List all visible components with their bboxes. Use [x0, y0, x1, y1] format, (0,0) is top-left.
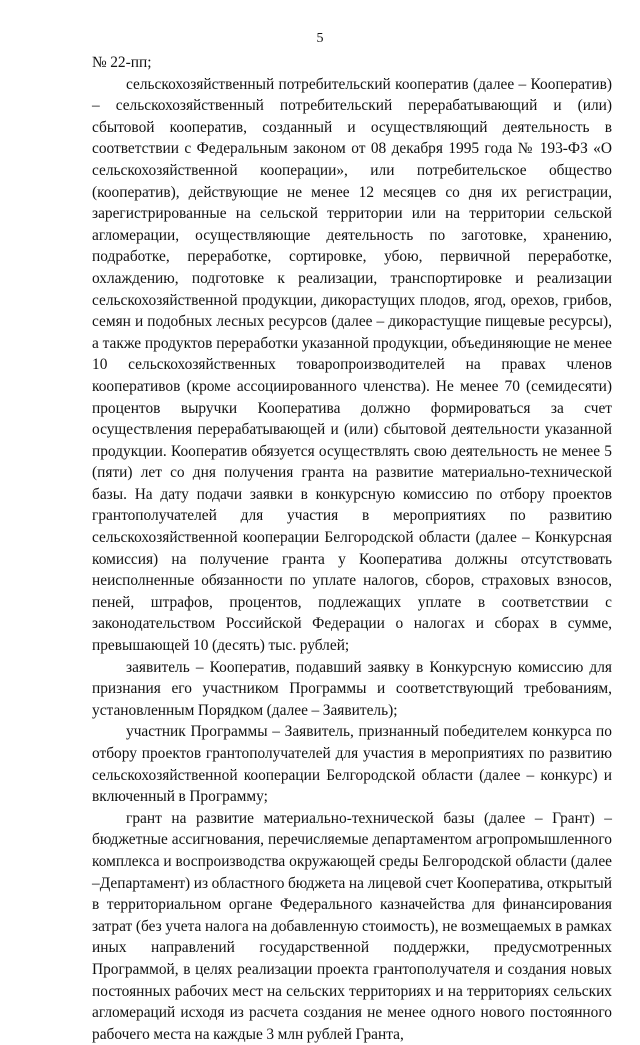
document-body [92, 52, 612, 1045]
page-number: 5 [316, 31, 324, 46]
paragraph-grant-definition: грант на развитие материально-технической базы (далее – Грант) – бюджетные ассигнования, перечисляемые департаментом агропромышленного комплекса и воспроизводства окружающей среды Белгородской области (далее –Департамент) из областного бюджета на лицевой счет Кооператива, открытый в территориальном органе Федерального казначейства для финансирования затрат (без учета налога на добавленную стоимость), не возмещаемых в рамках иных направлений государственной поддержки, предусмотренных Программой, в целях реализации проекта грантополучателя и создания новых постоянных рабочих мест на сельских территориях и на территориях сельских агломераций исходя из расчета создания не менее одного нового постоянного рабочего места на каждые 3 млн рублей Гранта, [92, 809, 612, 1043]
paragraph-participant-definition: участник Программы – Заявитель, признанный победителем конкурса по отбору проектов грантополучателей для участия в мероприятиях по развитию сельскохозяйственной кооперации Белгородской области (далее – конкурс) и включенный в Программу; [92, 723, 612, 806]
paragraph-cooperative-definition: сельскохозяйственный потребительский кооператив (далее – Кооператив) – сельскохозяйственный потребительский перерабатывающий и (или) сбытовой кооператив, созданный и осуществляющий деятельность в соответствии с Федеральным законом от 08 декабря 1995 года № 193-ФЗ «О сельскохозяйственной кооперации», или потребительское общество (кооператив), действующие не менее 12 месяцев со дня их регистрации, зарегистрированные на сельской территории или на территории сельской агломерации, осуществляющие деятельность по заготовке, хранению, подработке, переработке, сортировке, убою, первичной переработке, охлаждению, подготовке к реализации, транспортировке и реализации сельскохозяйственной продукции, дикорастущих плодов, ягод, орехов, грибов, семян и подобных лесных ресурсов (далее – дикорастущие пищевые ресурсы), а также продуктов переработки указанной продукции, объединяющие не менее 10 сельскохозяйственных товаропроизводителей на правах членов кооперативов (кроме ассоциированного членства). Не менее 70 (семидесяти) процентов выручки Кооператива должно формироваться за счет осуществления перерабатывающей и (или) сбытовой деятельности указанной продукции. Кооператив обязуется осуществлять свою деятельность не менее 5 (пяти) лет со дня получения гранта на развитие материально-технической базы. На дату подачи заявки в конкурсную комиссию по отбору проектов грантополучателей для участия в мероприятиях по развитию сельскохозяйственной кооперации Белгородской области (далее – Конкурсная комиссия) на получение гранта у Кооператива должны отсутствовать неисполненные обязанности по уплате налогов, сборов, страховых взносов, пеней, штрафов, процентов, подлежащих уплате в соответствии с законодательством Российской Федерации о налогах и сборах в сумме, превышающей 10 (десять) тыс. рублей; [92, 75, 612, 655]
paragraph-applicant-definition: заявитель – Кооператив, подавший заявку в Конкурсную комиссию для признания его участником Программы и соответствующий требованиям, установленным Порядком (далее – Заявитель); [92, 658, 612, 719]
paragraph-continuation: № 22-пп; [92, 54, 152, 71]
